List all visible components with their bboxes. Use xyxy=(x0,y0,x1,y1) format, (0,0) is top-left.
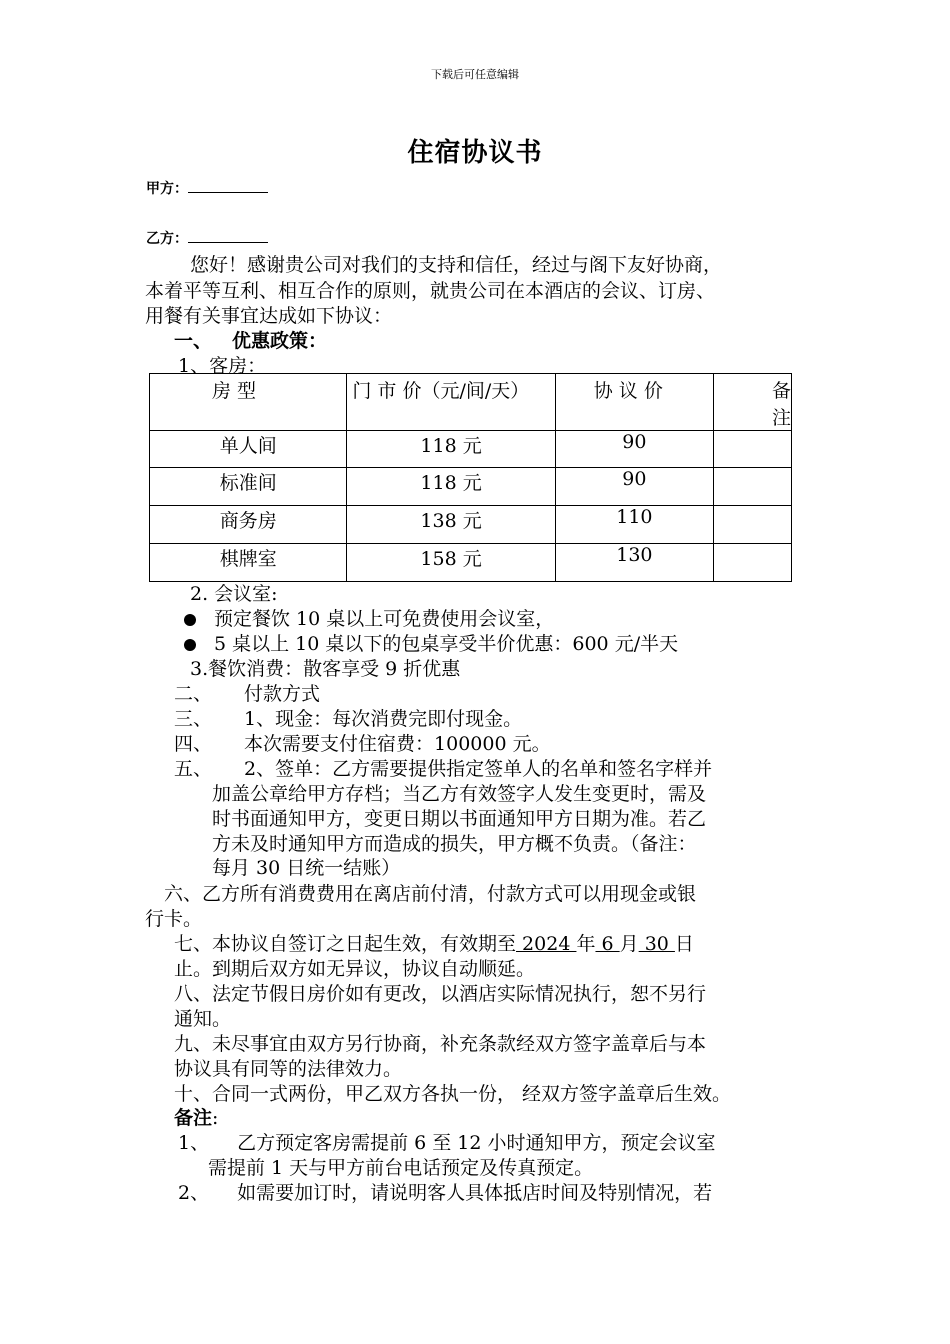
section-2-number: 二、 xyxy=(174,683,213,705)
intro-line-1: 您好！感谢贵公司对我们的支持和信任，经过与阁下友好协商， xyxy=(190,254,723,276)
note-1-text: 乙方预定客房需提前 6 至 12 小时通知甲方，预定会议室 xyxy=(237,1132,716,1154)
validity-month: 6 xyxy=(595,933,620,955)
day-unit: 日 xyxy=(674,933,694,955)
intro-line-2: 本着平等互利、相互合作的原则，就贵公司在本酒店的会议、订房、 xyxy=(145,280,716,302)
section-5-number: 五、 xyxy=(174,758,213,780)
bullet-item-1 xyxy=(184,604,554,631)
section-1-number: 一、 xyxy=(174,330,213,352)
header-rack-rate: 门 市 价（元/间/天） xyxy=(347,374,555,431)
table-row xyxy=(150,544,792,582)
bullet-icon xyxy=(184,614,196,626)
validity-day: 30 xyxy=(638,933,675,955)
section-6-line-1: 六、乙方所有消费费用在离店前付清，付款方式可以用现金或银 xyxy=(164,883,697,905)
table-row xyxy=(150,506,792,544)
section-1-title: 优惠政策： xyxy=(232,330,328,352)
section-3-text: 1、现金：每次消费完即付现金。 xyxy=(244,708,523,730)
cell-room-type: 棋牌室 xyxy=(150,544,347,582)
section-9-line-2: 协议具有同等的法律效力。 xyxy=(174,1058,403,1080)
section-2-text: 付款方式 xyxy=(244,683,321,705)
cell-room-type: 单人间 xyxy=(150,431,347,468)
section-5-line-1 xyxy=(174,754,712,781)
header-room-type: 房 型 xyxy=(150,374,347,431)
party-b-label: 乙方： xyxy=(146,231,188,247)
bullet-item-2 xyxy=(184,629,678,656)
party-a-blank xyxy=(188,178,268,193)
table-header-row xyxy=(150,374,792,431)
cell-rack-rate: 158 元 xyxy=(347,544,555,582)
bullet-icon xyxy=(184,639,196,651)
validity-year: 2024 xyxy=(516,933,577,955)
note-1-line-2: 需提前 1 天与甲方前台电话预定及传真预定。 xyxy=(208,1157,594,1179)
section-5-line-3: 时书面通知甲方，变更日期以书面通知甲方日期为准。若乙 xyxy=(212,808,707,830)
cell-agreed-rate: 90 xyxy=(555,431,713,468)
cell-remarks xyxy=(713,506,791,544)
section-7-text: 七、本协议自签订之日起生效，有效期至 xyxy=(174,933,517,955)
document-title: 住宿协议书 xyxy=(407,138,543,168)
notes-label: 备注 xyxy=(174,1107,213,1129)
table-row xyxy=(150,468,792,506)
section-4-number: 四、 xyxy=(174,733,213,755)
header-agreed-rate: 协 议 价 xyxy=(555,374,713,431)
cell-room-type: 标准间 xyxy=(150,468,347,506)
cell-remarks xyxy=(713,544,791,582)
intro-line-3: 用餐有关事宜达成如下协议： xyxy=(145,305,393,327)
year-unit: 年 xyxy=(576,933,596,955)
cell-agreed-rate: 130 xyxy=(555,544,713,582)
month-unit: 月 xyxy=(619,933,639,955)
cell-rack-rate: 138 元 xyxy=(347,506,555,544)
note-2-text: 如需要加订时，请说明客人具体抵店时间及特别情况，若 xyxy=(237,1182,713,1204)
section-7-line-1 xyxy=(174,929,694,956)
rooms-label: 1、客房： xyxy=(178,355,267,377)
header-remarks: 备注 xyxy=(713,374,791,431)
section-2 xyxy=(174,679,320,706)
section-4-text: 本次需要支付住宿费：100000 元。 xyxy=(244,733,551,755)
section-6-line-2: 行卡。 xyxy=(145,908,203,930)
section-5-text: 2、签单：乙方需要提供指定签单人的名单和签名字样并 xyxy=(244,758,713,780)
section-5-line-5: 每月 30 日统一结账） xyxy=(212,857,401,879)
section-5-line-2: 加盖公章给甲方存档；当乙方有效签字人发生变更时，需及 xyxy=(212,783,707,805)
party-a xyxy=(146,178,268,198)
cell-remarks xyxy=(713,431,791,468)
note-1-line-1 xyxy=(178,1128,716,1155)
cell-agreed-rate: 90 xyxy=(555,468,713,506)
note-2-line-1 xyxy=(178,1178,712,1205)
cell-rack-rate: 118 元 xyxy=(347,431,555,468)
note-2-number: 2、 xyxy=(178,1182,210,1204)
section-7-line-2: 止。到期后双方如无异议，协议自动顺延。 xyxy=(174,958,536,980)
notes-heading xyxy=(174,1103,218,1130)
section-8-line-1: 八、法定节假日房价如有更改，以酒店实际情况执行，恕不另行 xyxy=(174,983,707,1005)
meeting-room-label: 2. 会议室: xyxy=(190,583,278,605)
bullet-text-1: 预定餐饮 10 桌以上可免费使用会议室， xyxy=(214,608,555,630)
section-3 xyxy=(174,704,522,731)
party-b-blank xyxy=(188,228,268,243)
cell-room-type: 商务房 xyxy=(150,506,347,544)
section-8-line-2: 通知。 xyxy=(174,1008,232,1030)
bullet-text-2: 5 桌以上 10 桌以下的包桌享受半价优惠：600 元/半天 xyxy=(214,633,679,655)
section-1-heading xyxy=(174,326,327,353)
section-5-line-4: 方未及时通知甲方而造成的损失，甲方概不负责。（备注： xyxy=(212,833,697,855)
dining-policy: 3.餐饮消费：散客享受 9 折优惠 xyxy=(190,658,461,680)
cell-remarks xyxy=(713,468,791,506)
notes-colon: : xyxy=(212,1107,219,1129)
section-9-line-1: 九、未尽事宜由双方另行协商，补充条款经双方签字盖章后与本 xyxy=(174,1033,707,1055)
room-rate-table xyxy=(149,373,792,582)
party-b xyxy=(146,228,268,248)
table-row xyxy=(150,431,792,468)
cell-rack-rate: 118 元 xyxy=(347,468,555,506)
section-4 xyxy=(174,729,551,756)
cell-agreed-rate: 110 xyxy=(555,506,713,544)
header-note: 下载后可任意编辑 xyxy=(431,68,519,81)
note-1-number: 1、 xyxy=(178,1132,210,1154)
party-a-label: 甲方： xyxy=(146,181,188,197)
section-10: 十、合同一式两份，甲乙双方各执一份， 经双方签字盖章后生效。 xyxy=(174,1083,732,1105)
section-3-number: 三、 xyxy=(174,708,213,730)
